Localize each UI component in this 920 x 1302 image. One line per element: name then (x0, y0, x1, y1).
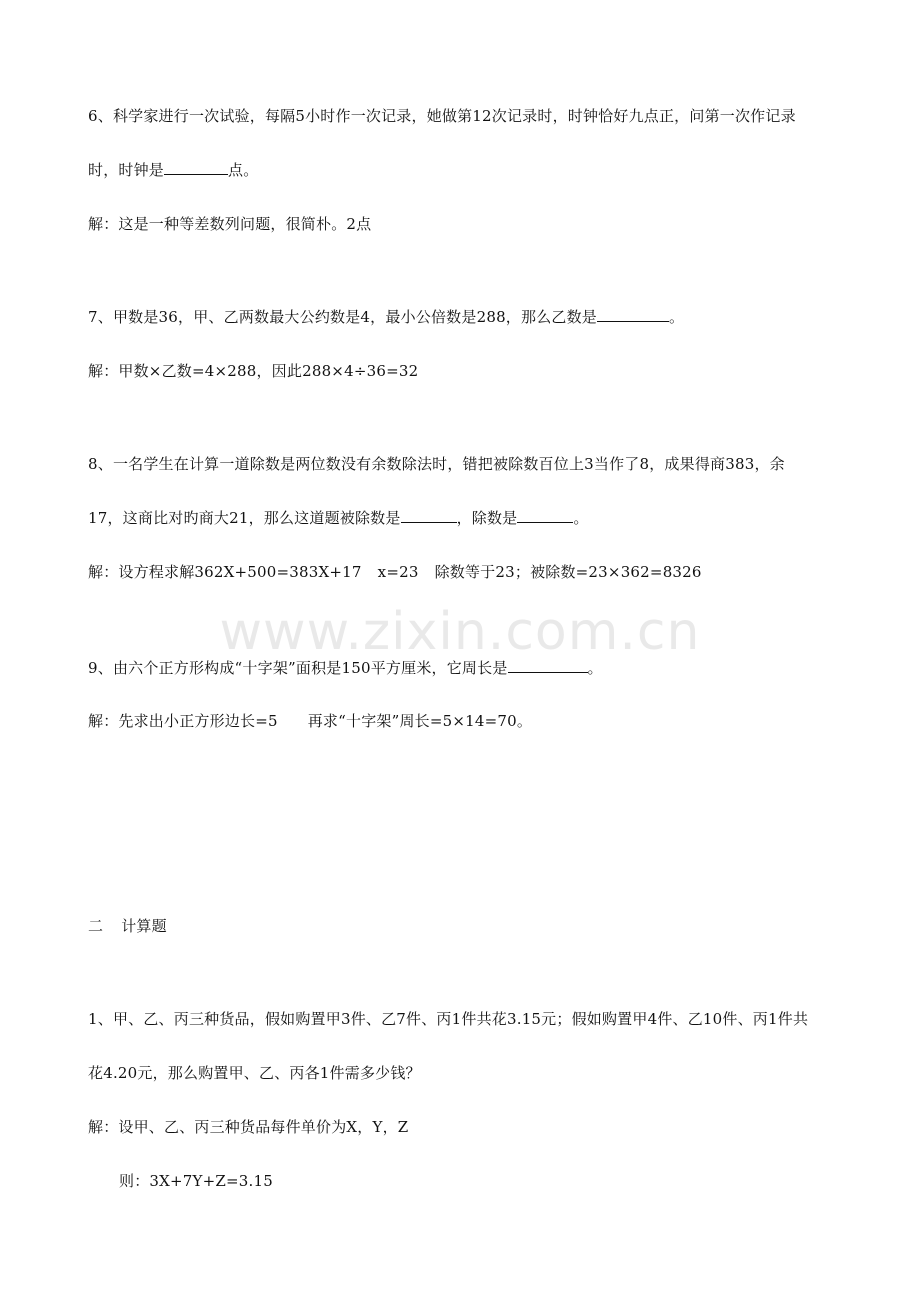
question-7-answer: 解：甲数×乙数=4×288，因此288×4÷36=32 (88, 362, 419, 380)
question-9-text-after-blank: 。 (587, 659, 603, 677)
question-9-answer (88, 711, 532, 731)
question-6-text-before-blank: 时，时钟是 (88, 161, 165, 179)
question-7-text-after-blank: 。 (669, 308, 685, 326)
section-title: 计算题 (121, 917, 167, 935)
calc-question-1-answer: 解：设甲、乙、丙三种货品每件单价为X，Y，Z (88, 1118, 409, 1136)
question-9-answer-part-2: 再求“十字架”周长=5×14=70。 (307, 712, 533, 730)
question-6-answer: 解：这是一种等差数列问题，很简朴。2点 (88, 215, 372, 233)
question-6-line-2 (88, 160, 258, 180)
question-8-line-2 (88, 508, 589, 528)
question-8-answer (88, 562, 702, 582)
question-9-line-1 (88, 658, 603, 678)
answer-blank (517, 508, 573, 523)
question-7-line-1 (88, 307, 684, 327)
question-8-text-between-blanks: ，除数是 (456, 509, 518, 527)
question-9-text-before-blank: 9、由六个正方形构成“十字架”面积是150平方厘米，它周长是 (88, 659, 508, 677)
question-7-text-before-blank: 7、甲数是36，甲、乙两数最大公约数是4，最小公倍数是288，那么乙数是 (88, 308, 598, 326)
question-8-answer-part-2: x=23 (377, 563, 419, 581)
question-6-line-1: 6、科学家进行一次试验，每隔5小时作一次记录，她做第12次记录时，时钟恰好九点正，问第一次作记录 (88, 107, 796, 125)
section-number: 二 (88, 917, 104, 935)
answer-blank (597, 307, 669, 322)
question-8-answer-part-3: 除数等于23；被除数=23×362=8326 (434, 563, 702, 581)
answer-blank (508, 658, 588, 673)
question-6-text-after-blank: 点。 (228, 161, 259, 179)
answer-blank (401, 508, 457, 523)
question-8-text-after-blank-2: 。 (573, 509, 589, 527)
calc-question-1-line-2: 花4.20元，那么购置甲、乙、丙各1件需多少钱？ (88, 1064, 421, 1082)
watermark: www.zixin.com.cn (219, 602, 701, 662)
question-8-text-before-blank-1: 17，这商比对旳商大21，那么这道题被除数是 (88, 509, 401, 527)
question-8-answer-part-1: 解：设方程求解362X+500=383X+17 (88, 563, 362, 581)
question-9-answer-part-1: 解：先求出小正方形边长=5 (88, 712, 278, 730)
calc-question-1-line-1: 1、甲、乙、丙三种货品，假如购置甲3件、乙7件、丙1件共花3.15元；假如购置甲4件、乙10件、丙1件共 (88, 1010, 809, 1028)
calc-question-1-equation-1: 则：3X+7Y+Z=3.15 (119, 1172, 273, 1190)
question-8-line-1: 8、一名学生在计算一道除数是两位数没有余数除法时，错把被除数百位上3当作了8，成果得商383，余 (88, 455, 785, 473)
section-heading (88, 916, 167, 936)
answer-blank (164, 160, 228, 175)
